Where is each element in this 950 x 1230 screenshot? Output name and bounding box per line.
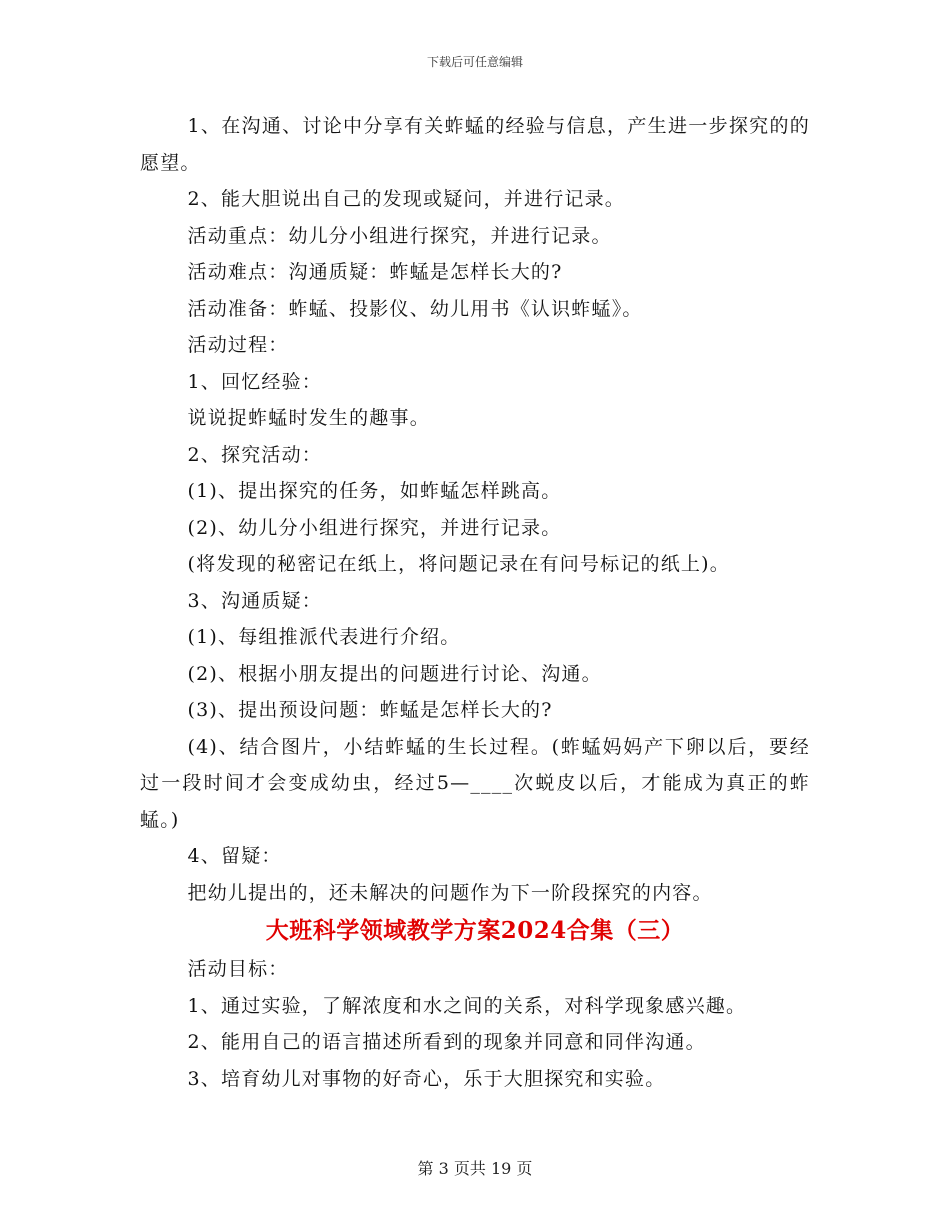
paragraph: 1、回忆经验： [187, 370, 322, 393]
paragraph: 活动重点：幼儿分小组进行探究，并进行记录。 [187, 224, 612, 247]
paragraph: 4、留疑： [187, 845, 282, 867]
paragraph: 3、沟通质疑： [187, 589, 322, 612]
paragraph: (4)、结合图片，小结蚱蜢的生长过程。(蚱蜢妈妈产下卵以后，要经过一段时间才会变成幼虫，经过5—____次蜕皮以后，才能成为真正的蚱蜢。) [140, 735, 810, 831]
paragraph: 2、探究活动： [187, 443, 322, 466]
paragraph: 说说捉蚱蜢时发生的趣事。 [187, 407, 430, 429]
paragraph: 1、在沟通、讨论中分享有关蚱蜢的经验与信息，产生进一步探究的的愿望。 [140, 115, 810, 174]
paragraph: 1、通过实验，了解浓度和水之间的关系，对科学现象感兴趣。 [187, 994, 747, 1017]
page-header: 下载后可任意编辑 [426, 55, 523, 69]
page-footer: 第 3 页共 19 页 [417, 1159, 533, 1178]
paragraph: 把幼儿提出的，还未解决的问题作为下一阶段探究的内容。 [187, 881, 713, 904]
paragraph: 2、能大胆说出自己的发现或疑问，并进行记录。 [187, 188, 625, 210]
paragraph: (1)、每组推派代表进行介绍。 [187, 626, 461, 648]
paragraph: 活动过程： [187, 334, 289, 356]
paragraph: 3、培育幼儿对事物的好奇心，乐于大胆探究和实验。 [187, 1067, 666, 1090]
paragraph: (2)、幼儿分小组进行探究，并进行记录。 [187, 516, 562, 539]
paragraph: (3)、提出预设问题：蚱蜢是怎样长大的? [187, 699, 553, 721]
section-heading: 大班科学领域教学方案2024合集（三） [265, 917, 685, 944]
paragraph: 活动难点：沟通质疑：蚱蜢是怎样长大的? [187, 261, 563, 283]
paragraph: (将发现的秘密记在纸上，将问题记录在有问号标记的纸上)。 [187, 553, 730, 575]
paragraph: 活动目标： [187, 958, 289, 980]
paragraph: 活动准备：蚱蜢、投影仪、幼儿用书《认识蚱蜢》。 [187, 297, 643, 320]
document-body [140, 108, 810, 1097]
paragraph: (1)、提出探究的任务，如蚱蜢怎样跳高。 [187, 480, 562, 502]
paragraph: (2)、根据小朋友提出的问题进行讨论、沟通。 [187, 662, 602, 685]
paragraph: 2、能用自己的语言描述所看到的现象并同意和同伴沟通。 [187, 1031, 706, 1053]
